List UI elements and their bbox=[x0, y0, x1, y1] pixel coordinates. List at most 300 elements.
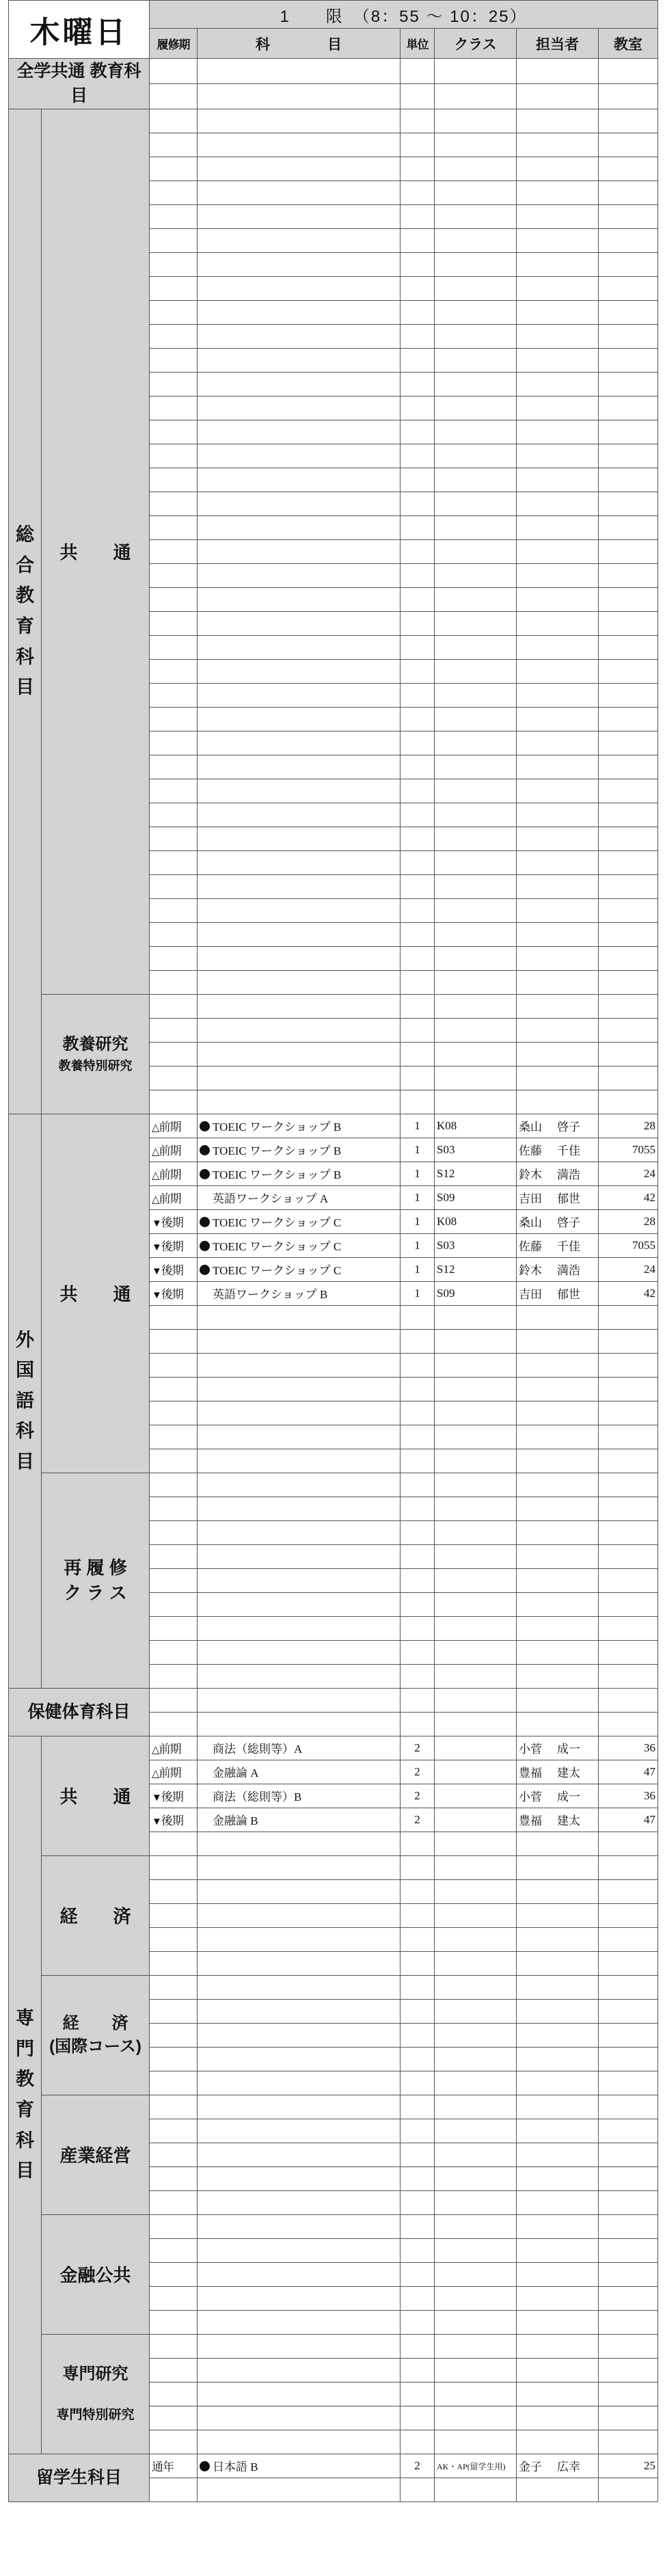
teacher-cell bbox=[517, 683, 599, 707]
class-cell bbox=[435, 1138, 517, 1162]
teacher-cell bbox=[517, 1425, 599, 1449]
credit-value: 1 bbox=[414, 1190, 420, 1204]
term-label: 後期 bbox=[161, 1264, 183, 1277]
sangyo-row bbox=[9, 2095, 658, 2119]
subject-cell bbox=[198, 1090, 401, 1114]
room-cell bbox=[599, 1568, 658, 1592]
room-cell bbox=[599, 1138, 658, 1162]
teacher-cell bbox=[517, 2166, 599, 2190]
room-cell bbox=[599, 396, 658, 420]
term-cell bbox=[150, 1736, 198, 1760]
teacher-cell bbox=[517, 2047, 599, 2071]
class-cell bbox=[435, 994, 517, 1018]
teacher-cell bbox=[517, 898, 599, 922]
teacher-cell bbox=[517, 946, 599, 970]
subcategory-gaikokugo-kyotsu bbox=[42, 1114, 150, 1473]
credit-cell bbox=[401, 1018, 435, 1042]
subject-cell bbox=[198, 276, 401, 300]
subject-cell bbox=[198, 2238, 401, 2262]
room-cell bbox=[599, 2071, 658, 2095]
term-cell bbox=[150, 1185, 198, 1209]
class-cell bbox=[435, 827, 517, 850]
credit-cell bbox=[401, 755, 435, 779]
term-cell bbox=[150, 2166, 198, 2190]
teacher-cell bbox=[517, 2262, 599, 2286]
subject-cell bbox=[198, 468, 401, 492]
class-cell bbox=[435, 2047, 517, 2071]
kinyu-row bbox=[9, 2214, 658, 2238]
class-cell bbox=[435, 1233, 517, 1257]
subject-cell bbox=[198, 994, 401, 1018]
subject-cell bbox=[198, 587, 401, 611]
class-code: AK・AP(留学生用) bbox=[437, 2461, 506, 2471]
term-cell bbox=[150, 2238, 198, 2262]
teacher-last: 桑山 bbox=[519, 1121, 542, 1133]
credit-cell bbox=[401, 1640, 435, 1664]
teacher-cell bbox=[517, 1449, 599, 1473]
class-cell bbox=[435, 2238, 517, 2262]
credit-cell bbox=[401, 2382, 435, 2406]
credit-cell bbox=[401, 1114, 435, 1138]
term-cell bbox=[150, 1520, 198, 1544]
bullet-icon bbox=[200, 1145, 210, 1155]
subject-cell bbox=[198, 228, 401, 252]
class-cell bbox=[435, 492, 517, 515]
credit-cell bbox=[401, 946, 435, 970]
credit-cell bbox=[401, 1138, 435, 1162]
credit-cell bbox=[401, 1879, 435, 1903]
subject-cell bbox=[198, 1042, 401, 1066]
subject-cell bbox=[198, 83, 401, 109]
class-cell bbox=[435, 1377, 517, 1401]
credit-cell bbox=[401, 1377, 435, 1401]
subject-cell bbox=[198, 635, 401, 659]
subject-cell bbox=[198, 1760, 401, 1784]
term-cell bbox=[150, 1855, 198, 1879]
credit-cell bbox=[401, 1449, 435, 1473]
subject-cell bbox=[198, 157, 401, 180]
term-cell bbox=[150, 2454, 198, 2478]
teacher-last: 吉田 bbox=[519, 1192, 542, 1205]
credit-cell bbox=[401, 1209, 435, 1233]
column-header: 科 目 bbox=[198, 29, 401, 59]
term-cell bbox=[150, 1233, 198, 1257]
term-cell bbox=[150, 2310, 198, 2334]
room-cell bbox=[599, 946, 658, 970]
teacher-cell bbox=[517, 1975, 599, 1999]
class-cell bbox=[435, 300, 517, 324]
credit-cell bbox=[401, 2190, 435, 2214]
room-cell bbox=[599, 827, 658, 850]
term-cell bbox=[150, 324, 198, 348]
subject-cell bbox=[198, 2454, 401, 2478]
subject-cell bbox=[198, 611, 401, 635]
term-cell bbox=[150, 1353, 198, 1377]
credit-cell bbox=[401, 1592, 435, 1616]
term-cell bbox=[150, 803, 198, 827]
credit-cell bbox=[401, 587, 435, 611]
sogo-kyotsu-label: 共 通 bbox=[59, 542, 131, 563]
subject-cell bbox=[198, 1138, 401, 1162]
class-cell bbox=[435, 468, 517, 492]
credit-cell bbox=[401, 1568, 435, 1592]
room-cell bbox=[599, 1281, 658, 1305]
class-cell bbox=[435, 2214, 517, 2238]
room-cell bbox=[599, 1760, 658, 1784]
term-cell bbox=[150, 827, 198, 850]
credit-cell bbox=[401, 539, 435, 563]
class-cell bbox=[435, 1903, 517, 1927]
credit-cell bbox=[401, 300, 435, 324]
teacher-cell bbox=[517, 396, 599, 420]
credit-cell bbox=[401, 1664, 435, 1688]
subject-cell bbox=[198, 946, 401, 970]
class-code: S12 bbox=[437, 1262, 455, 1276]
subject-cell bbox=[198, 1951, 401, 1975]
term-cell bbox=[150, 898, 198, 922]
kyoyo-kenkyu-label: 教養研究 bbox=[62, 1035, 128, 1054]
teacher-cell bbox=[517, 2095, 599, 2119]
term-cell bbox=[150, 994, 198, 1018]
term-cell bbox=[150, 1975, 198, 1999]
credit-cell bbox=[401, 2023, 435, 2047]
teacher-cell bbox=[517, 1664, 599, 1688]
term-label: 前期 bbox=[159, 1767, 181, 1780]
subject-name: 金融論 B bbox=[213, 1814, 258, 1827]
term-cell bbox=[150, 755, 198, 779]
credit-cell bbox=[401, 83, 435, 109]
room-cell bbox=[599, 1736, 658, 1760]
term-cell bbox=[150, 1640, 198, 1664]
teacher-cell bbox=[517, 492, 599, 515]
term-cell bbox=[150, 2358, 198, 2382]
teacher-cell bbox=[517, 59, 599, 84]
subject-cell bbox=[198, 1162, 401, 1185]
keizai-kokusai-row bbox=[9, 1975, 658, 1999]
class-cell bbox=[435, 1640, 517, 1664]
term-cell bbox=[150, 2262, 198, 2286]
credit-value: 1 bbox=[414, 1118, 420, 1132]
class-cell bbox=[435, 1449, 517, 1473]
term-cell bbox=[150, 1879, 198, 1903]
class-cell bbox=[435, 779, 517, 803]
class-code: S09 bbox=[437, 1286, 455, 1300]
teacher-cell bbox=[517, 444, 599, 468]
teacher-cell bbox=[517, 1568, 599, 1592]
credit-cell bbox=[401, 1712, 435, 1736]
class-cell bbox=[435, 1784, 517, 1808]
term-cell bbox=[150, 1162, 198, 1185]
class-cell bbox=[435, 707, 517, 731]
room-cell bbox=[599, 1042, 658, 1066]
class-cell bbox=[435, 2166, 517, 2190]
teacher-cell bbox=[517, 707, 599, 731]
room-number: 25 bbox=[644, 2458, 656, 2472]
teacher-cell bbox=[517, 2190, 599, 2214]
class-cell bbox=[435, 83, 517, 109]
credit-value: 1 bbox=[414, 1262, 420, 1276]
teacher-cell bbox=[517, 1688, 599, 1712]
credit-cell bbox=[401, 2262, 435, 2286]
credit-cell bbox=[401, 2119, 435, 2143]
credit-cell bbox=[401, 2478, 435, 2501]
credit-cell bbox=[401, 180, 435, 204]
teacher-cell bbox=[517, 1855, 599, 1879]
teacher-cell bbox=[517, 1473, 599, 1497]
zengaku-row bbox=[9, 59, 658, 84]
senmon-kyotsu-row bbox=[9, 1736, 658, 1760]
room-cell bbox=[599, 874, 658, 898]
teacher-last: 小菅 bbox=[519, 1743, 542, 1756]
credit-cell bbox=[401, 420, 435, 444]
term-cell bbox=[150, 468, 198, 492]
subject-cell bbox=[198, 779, 401, 803]
subject-name: 英語ワークショップ A bbox=[213, 1192, 329, 1205]
bullet-icon bbox=[200, 1217, 210, 1227]
term-cell bbox=[150, 1377, 198, 1401]
term-cell bbox=[150, 1401, 198, 1425]
class-cell bbox=[435, 922, 517, 946]
teacher-first: 成一 bbox=[557, 1790, 580, 1803]
subject-cell bbox=[198, 1497, 401, 1520]
class-cell bbox=[435, 1975, 517, 1999]
teacher-cell bbox=[517, 1138, 599, 1162]
term-cell bbox=[150, 2430, 198, 2454]
column-header: クラス bbox=[435, 29, 517, 59]
teacher-cell bbox=[517, 2238, 599, 2262]
class-cell bbox=[435, 1736, 517, 1760]
room-cell bbox=[599, 683, 658, 707]
credit-cell bbox=[401, 2406, 435, 2430]
room-cell bbox=[599, 2023, 658, 2047]
teacher-first: 成一 bbox=[557, 1743, 580, 1756]
term-mark: ▼ bbox=[152, 1793, 161, 1803]
term-mark: △ bbox=[152, 1194, 159, 1205]
header-row-1 bbox=[9, 1, 658, 29]
room-cell bbox=[599, 2047, 658, 2071]
room-cell bbox=[599, 2478, 658, 2501]
term-cell bbox=[150, 1449, 198, 1473]
teacher-cell bbox=[517, 157, 599, 180]
teacher-cell bbox=[517, 468, 599, 492]
term-cell bbox=[150, 1114, 198, 1138]
room-cell bbox=[599, 1185, 658, 1209]
room-cell bbox=[599, 1209, 658, 1233]
class-cell bbox=[435, 180, 517, 204]
teacher-cell bbox=[517, 2071, 599, 2095]
class-cell bbox=[435, 2454, 517, 2478]
class-cell bbox=[435, 1114, 517, 1138]
credit-cell bbox=[401, 1975, 435, 1999]
teacher-first: 満浩 bbox=[557, 1264, 580, 1277]
room-number: 42 bbox=[644, 1286, 656, 1300]
term-cell bbox=[150, 1664, 198, 1688]
teacher-cell bbox=[517, 1162, 599, 1185]
credit-cell bbox=[401, 1736, 435, 1760]
senmon-tokubetsu-label: 専門特別研究 bbox=[56, 2408, 135, 2423]
teacher-cell bbox=[517, 2143, 599, 2166]
bullet-icon bbox=[200, 2461, 210, 2471]
term-cell bbox=[150, 2095, 198, 2119]
term-cell bbox=[150, 611, 198, 635]
keizai-row bbox=[9, 1855, 658, 1879]
class-cell bbox=[435, 2095, 517, 2119]
class-cell bbox=[435, 611, 517, 635]
term-cell bbox=[150, 946, 198, 970]
room-number: 7055 bbox=[632, 1142, 656, 1156]
term-cell bbox=[150, 731, 198, 755]
room-cell bbox=[599, 180, 658, 204]
term-mark: △ bbox=[152, 1123, 159, 1133]
class-cell bbox=[435, 1185, 517, 1209]
bullet-icon bbox=[200, 1169, 210, 1179]
term-cell bbox=[150, 2382, 198, 2406]
room-cell bbox=[599, 2286, 658, 2310]
room-cell bbox=[599, 324, 658, 348]
class-cell bbox=[435, 1281, 517, 1305]
teacher-cell bbox=[517, 1879, 599, 1903]
room-cell bbox=[599, 2119, 658, 2143]
subject-cell bbox=[198, 204, 401, 228]
room-cell bbox=[599, 109, 658, 133]
senmon-kyotsu-label: 共 通 bbox=[59, 1786, 131, 1807]
teacher-cell bbox=[517, 1951, 599, 1975]
subject-cell bbox=[198, 133, 401, 157]
teacher-cell bbox=[517, 300, 599, 324]
teacher-cell bbox=[517, 1305, 599, 1329]
subject-cell bbox=[198, 1114, 401, 1138]
credit-cell bbox=[401, 707, 435, 731]
credit-cell bbox=[401, 1473, 435, 1497]
credit-cell bbox=[401, 133, 435, 157]
credit-cell bbox=[401, 874, 435, 898]
teacher-last: 金子 bbox=[519, 2460, 542, 2473]
room-cell bbox=[599, 1473, 658, 1497]
teacher-cell bbox=[517, 1233, 599, 1257]
term-cell bbox=[150, 1329, 198, 1353]
term-mark: ▼ bbox=[152, 1816, 161, 1827]
subject-cell bbox=[198, 1473, 401, 1497]
bullet-icon bbox=[200, 1121, 210, 1131]
room-cell bbox=[599, 2095, 658, 2119]
term-cell bbox=[150, 2406, 198, 2430]
credit-cell bbox=[401, 276, 435, 300]
credit-cell bbox=[401, 1999, 435, 2023]
term-cell bbox=[150, 563, 198, 587]
room-cell bbox=[599, 348, 658, 372]
term-cell bbox=[150, 1066, 198, 1090]
term-cell bbox=[150, 157, 198, 180]
term-cell bbox=[150, 420, 198, 444]
term-cell bbox=[150, 1138, 198, 1162]
teacher-cell bbox=[517, 1640, 599, 1664]
teacher-last: 佐藤 bbox=[519, 1144, 542, 1157]
class-cell bbox=[435, 59, 517, 84]
teacher-first: 千佳 bbox=[557, 1240, 580, 1253]
room-cell bbox=[599, 133, 658, 157]
teacher-cell bbox=[517, 2382, 599, 2406]
category-sogo: 総 合 教 育 科 目 bbox=[9, 109, 42, 1114]
teacher-last: 佐藤 bbox=[519, 1240, 542, 1253]
room-cell bbox=[599, 1592, 658, 1616]
subject-name: TOEIC ワークショップ B bbox=[213, 1144, 342, 1157]
subcategory-senmon-kenkyu bbox=[42, 2334, 150, 2454]
term-cell bbox=[150, 109, 198, 133]
class-cell bbox=[435, 420, 517, 444]
class-cell bbox=[435, 109, 517, 133]
subject-cell bbox=[198, 539, 401, 563]
subject-name: 金融論 A bbox=[213, 1767, 259, 1780]
term-label: 前期 bbox=[159, 1168, 181, 1181]
subject-cell bbox=[198, 1664, 401, 1688]
room-cell bbox=[599, 970, 658, 994]
term-cell bbox=[150, 1760, 198, 1784]
credit-cell bbox=[401, 1688, 435, 1712]
room-cell bbox=[599, 444, 658, 468]
subject-cell bbox=[198, 1066, 401, 1090]
credit-value: 2 bbox=[414, 1788, 420, 1802]
term-label: 後期 bbox=[161, 1288, 183, 1301]
subject-cell bbox=[198, 1377, 401, 1401]
class-cell bbox=[435, 1257, 517, 1281]
subject-cell bbox=[198, 2406, 401, 2430]
subject-cell bbox=[198, 850, 401, 874]
subject-cell bbox=[198, 109, 401, 133]
category-hoken: 保健体育科目 bbox=[9, 1688, 150, 1736]
credit-cell bbox=[401, 515, 435, 539]
subject-cell bbox=[198, 1425, 401, 1449]
credit-cell bbox=[401, 1927, 435, 1951]
credit-cell bbox=[401, 252, 435, 276]
credit-cell bbox=[401, 898, 435, 922]
subject-cell bbox=[198, 827, 401, 850]
class-cell bbox=[435, 1473, 517, 1497]
class-cell bbox=[435, 803, 517, 827]
class-cell bbox=[435, 659, 517, 683]
term-cell bbox=[150, 1927, 198, 1951]
room-cell bbox=[599, 1066, 658, 1090]
subject-cell bbox=[198, 1616, 401, 1640]
sangyo-label: 産業経営 bbox=[59, 2145, 131, 2166]
teacher-cell bbox=[517, 803, 599, 827]
teacher-cell bbox=[517, 2119, 599, 2143]
room-cell bbox=[599, 2143, 658, 2166]
period-heading: 1 限 （8：55 〜 10：25） bbox=[150, 1, 658, 29]
subcategory-kinyu bbox=[42, 2214, 150, 2334]
class-cell bbox=[435, 372, 517, 396]
subject-cell bbox=[198, 2047, 401, 2071]
credit-cell bbox=[401, 2166, 435, 2190]
teacher-first: 建太 bbox=[557, 1767, 580, 1780]
room-cell bbox=[599, 803, 658, 827]
subject-cell bbox=[198, 1568, 401, 1592]
class-cell bbox=[435, 1879, 517, 1903]
term-cell bbox=[150, 1903, 198, 1927]
term-label: 前期 bbox=[159, 1192, 181, 1205]
teacher-cell bbox=[517, 348, 599, 372]
subject-cell bbox=[198, 1688, 401, 1712]
subcategory-keizai bbox=[42, 1855, 150, 1975]
timetable bbox=[8, 0, 658, 2502]
room-cell bbox=[599, 731, 658, 755]
class-cell bbox=[435, 2023, 517, 2047]
teacher-first: 広幸 bbox=[557, 2460, 580, 2473]
subject-cell bbox=[198, 1209, 401, 1233]
credit-cell bbox=[401, 803, 435, 827]
class-cell bbox=[435, 2382, 517, 2406]
room-cell bbox=[599, 1712, 658, 1736]
teacher-cell bbox=[517, 252, 599, 276]
